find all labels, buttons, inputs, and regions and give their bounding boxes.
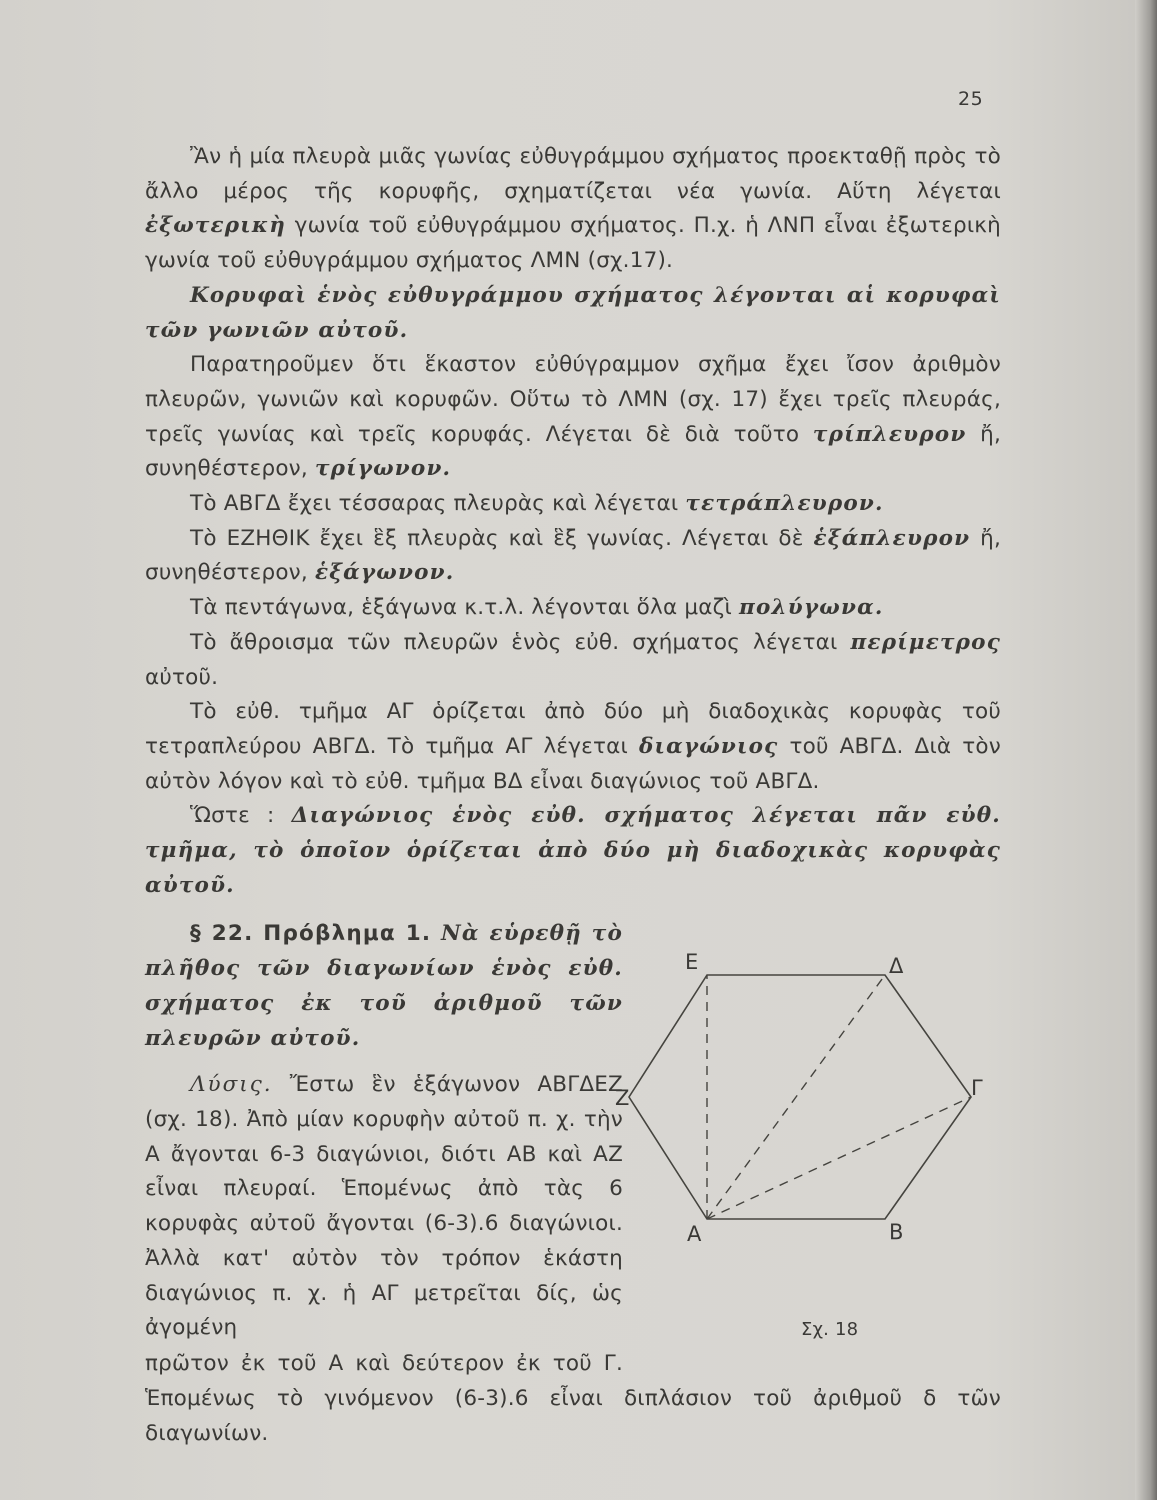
paragraph-quadrilateral: Τὸ ΑΒΓΔ ἔχει τέσσαρας πλευρὰς καὶ λέγεται τετράπλευρον. bbox=[190, 491, 884, 517]
diagonal-AG bbox=[707, 1097, 971, 1219]
figure-caption: Σχ. 18 bbox=[801, 1319, 859, 1341]
paragraph-diagonal: Τὸ εὐθ. τμῆμα ΑΓ ὁρίζεται ἀπὸ δύο μὴ διαδοχικὰς κορυφὰς τοῦ τετραπλεύρου ΑΒΓΔ. Τὸ τμῆμα ΑΓ λέγεται διαγώνιος τοῦ ΑΒΓΔ. Διὰ τὸν αὐτὸν λόγον καὶ τὸ εὐθ. τμῆμα ΒΔ εἶναι διαγώνιος τοῦ ΑΒΓΔ. bbox=[145, 699, 1001, 794]
paragraph-perimeter: Τὸ ἄθροισμα τῶν πλευρῶν ἑνὸς εὐθ. σχήματος λέγεται περίμετρος αὐτοῦ. bbox=[145, 629, 1001, 690]
hexagon-outline bbox=[629, 975, 971, 1219]
diagonal-AD bbox=[707, 975, 885, 1219]
paragraph-polygons: Τὰ πεντάγωνα, ἑξάγωνα κ.τ.λ. λέγονται ὅλα μαζὶ πολύγωνα. bbox=[190, 595, 884, 621]
definition-diagonal: Ὥστε : Διαγώνιος ἑνὸς εὐθ. σχήματος λέγεται πᾶν εὐθ. τμῆμα, τὸ ὁποῖον ὁρίζεται ἀπὸ δύο μὴ διαδοχικὰς κορυφὰς αὐτοῦ. bbox=[145, 803, 1001, 898]
problem-statement: § 22. Πρόβλημα 1. Νὰ εὑρεθῇ τὸ πλῆθος τῶν διαγωνίων ἑνὸς εὐθ. σχήματος ἐκ τοῦ ἀριθμοῦ τῶν πλευρῶν αὐτοῦ. bbox=[145, 921, 623, 1051]
vertex-label-Z: Ζ bbox=[615, 1086, 630, 1111]
vertex-label-G: Γ bbox=[971, 1076, 983, 1101]
paragraph-hexagon: Τὸ ΕΖΗΘΙΚ ἔχει ἓξ πλευρὰς καὶ ἓξ γωνίας. Λέγεται δὲ ἑξάπλευρον ἤ, συνηθέστερον, ἑξάγωνον. bbox=[145, 525, 1002, 586]
definition-vertices: Κορυφαὶ ἑνὸς εὐθυγράμμου σχήματος λέγονται αἱ κορυφαὶ τῶν γωνιῶν αὐτοῦ. bbox=[145, 282, 1001, 343]
paragraph-exterior-angle: Ἂν ἡ μία πλευρὰ μιᾶς γωνίας εὐθυγράμμου σχήματος προεκταθῇ πρὸς τὸ ἄλλο μέρος τῆς κορυφῆς, σχηματίζεται νέα γωνία. Αὕτη λέγεται ἐξωτερικὴ γωνία τοῦ εὐθυγράμμου σχήματος. Π.χ. ἡ ΛΝΠ εἶναι ἐξωτερικὴ γωνία τοῦ εὐθυγράμμου σχήματος ΛΜΝ (σχ.17). bbox=[145, 144, 1001, 274]
vertex-label-B: Β bbox=[889, 1220, 904, 1245]
vertex-label-A: Α bbox=[687, 1222, 702, 1247]
page-body bbox=[145, 140, 1001, 1452]
solution-continuation: πρῶτον ἐκ τοῦ Α καὶ δεύτερον ἐκ τοῦ Γ. Ἑπομένως τὸ γινόμενον (6-3).6 εἶναι διπλάσιον τοῦ ἀριθμοῦ δ τῶν διαγωνίων. bbox=[145, 1351, 1001, 1446]
hexagon-diagram bbox=[615, 943, 1001, 1348]
paragraph-triangle: Παρατηροῦμεν ὅτι ἕκαστον εὐθύγραμμον σχῆμα ἔχει ἴσον ἀριθμὸν πλευρῶν, γωνιῶν καὶ κορυφῶν. Οὕτω τὸ ΛΜΝ (σχ. 17) ἔχει τρεῖς πλευράς, τρεῖς γωνίας καὶ τρεῖς κορυφάς. Λέγεται δὲ διὰ τοῦτο τρίπλευρον ἤ, συνηθέστερον, τρίγωνον. bbox=[145, 352, 1001, 482]
vertex-label-E: Ε bbox=[685, 950, 699, 975]
problem-section bbox=[145, 917, 1001, 1347]
page-number: 25 bbox=[958, 88, 984, 110]
hexagon-figure bbox=[615, 943, 1001, 1348]
vertex-label-D: Δ bbox=[889, 954, 904, 979]
page-edge-shadow bbox=[1135, 0, 1157, 1500]
solution-paragraph: Λύσις. Ἔστω ἓν ἑξάγωνον ΑΒΓΔΕΖ (σχ. 18). Ἀπὸ μίαν κορυφὴν αὐτοῦ π. χ. τὴν Α ἄγονται 6-3 διαγώνιοι, διότι ΑΒ καὶ ΑΖ εἶναι πλευραί. Ἑπομένως ἀπὸ τὰς 6 κορυφὰς αὐτοῦ ἄγονται (6-3).6 διαγώνιοι. Ἀλλὰ κατ' αὐτὸν τὸν τρόπον ἑκάστη διαγώνιος π. χ. ἡ ΑΓ μετρεῖται δίς, ὡς ἀγομένη bbox=[145, 1072, 623, 1341]
